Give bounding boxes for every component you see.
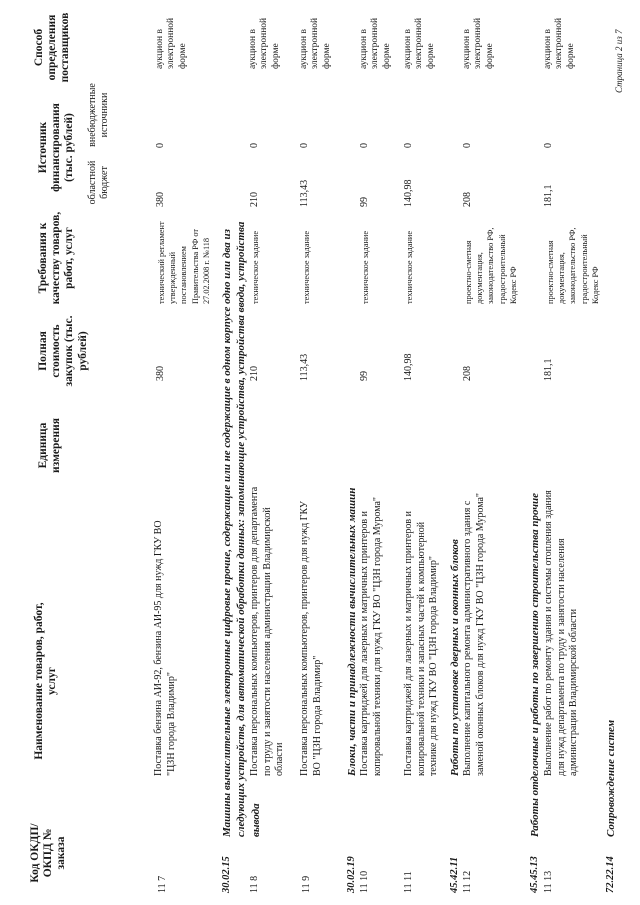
item-cost: 99: [359, 371, 370, 381]
item-number: 11 11: [403, 871, 414, 893]
item-cost: 380: [155, 366, 166, 381]
item-method: аукцион в электронной форме: [359, 17, 392, 69]
header-requirements: Требования к качеству товаров, работ, услуг: [37, 211, 76, 305]
group-code: 30.02.15: [221, 856, 232, 893]
item-number: 11 9: [301, 875, 312, 893]
item-cost: 208: [462, 366, 473, 381]
item-name: Выполнение капитального ремонта административного здания с заменой оконных блоков для нужд ГКУ ВО "ЦЗН города Мурома": [462, 492, 486, 776]
item-funding-extra: 0: [249, 143, 260, 148]
item-funding-extra: 0: [299, 143, 310, 148]
item-name: Поставка персональных компьютеров, принтеров для департамента по труду и занятости населения администрации Владимирской области: [249, 486, 285, 776]
item-method: аукцион в электронной форме: [248, 17, 281, 69]
item-cost: 113,43: [299, 353, 310, 381]
header-funding-regional: областной бюджет: [87, 160, 110, 205]
item-number: 11 13: [543, 870, 554, 893]
item-number: 11 10: [359, 870, 370, 893]
item-method: аукцион в электронной форме: [462, 17, 495, 69]
item-requirements: проектно-сметная документация, законодательство РФ, градостроительный Кодекс РФ: [464, 227, 518, 304]
item-name: Поставка картриджей для лазерных и матричных принтеров и копировальной техники и запасных частей к компьютерной технике для нужд ГКУ ВО "ЦЗН города Владимир": [403, 511, 439, 776]
item-funding-regional: 99: [359, 197, 370, 207]
group-code: 72.22.14: [605, 856, 616, 893]
header-unit: Единица измерения: [37, 418, 63, 473]
group-code: 45.45.13: [529, 856, 540, 893]
item-number: 11 12: [462, 870, 473, 893]
item-requirements: техническое задание: [405, 230, 414, 304]
item-name: Поставка персональных компьютеров, принтеров для нужд ГКУ ВО "ЦЗН города Владимир": [299, 500, 323, 776]
item-method: аукцион в электронной форме: [543, 17, 576, 69]
header-funding: Источник финансирования (тыс. рублей): [37, 103, 76, 192]
item-requirements: техническое задание: [251, 230, 260, 304]
group-title: Работы отделочные и работы по завершению строительства прочие: [529, 493, 541, 837]
item-funding-extra: 0: [543, 143, 554, 148]
group-title: Машины вычислительные электронные цифровые прочие, содержащие или не содержащие в одном корпусе одно или два из следующих устройств, для автоматической обработки данных: запоминающие устройства, устройства ввода, устройства вывода: [221, 221, 262, 837]
item-method: аукцион в электронной форме: [155, 17, 188, 69]
item-requirements: техническое задание: [361, 230, 370, 304]
group-title: Блоки, части и принадлежности вычислительных машин: [346, 487, 358, 776]
item-cost: 140,98: [403, 353, 414, 381]
group-title: Работы по установке дверных и оконных блоков: [449, 539, 461, 776]
page-number: Страница 2 из 7: [614, 29, 624, 93]
item-funding-regional: 210: [249, 192, 260, 207]
item-requirements: техническое задание: [302, 230, 311, 304]
header-code: Код ОКДП/ ОКПД № заказа: [29, 823, 68, 883]
item-funding-extra: 0: [359, 143, 370, 148]
document-page: [15, 5, 630, 893]
item-funding-regional: 208: [462, 192, 473, 207]
item-name: Выполнение работ по ремонту здания и системы отопления здания для нужд департамента по труду и занятости населения администрации Владимирской области: [543, 490, 579, 776]
item-funding-regional: 140,98: [403, 179, 414, 207]
item-number: 11 8: [249, 875, 260, 893]
item-funding-regional: 181,1: [543, 184, 554, 207]
item-funding-extra: 0: [155, 143, 166, 148]
item-name: Поставка картриджей для лазерных и матричных принтеров и копировальной техники для нужд ГКУ ВО "ЦЗН города Мурома": [359, 497, 383, 776]
header-cost: Полная стоимость закупок (тыс. рублей): [37, 315, 89, 387]
header-method: Способ определения поставщиков: [33, 12, 72, 83]
header-funding-extra: внебюджетные источники: [87, 83, 110, 147]
item-requirements: технический регламент утвержденный постановлением Правительства РФ от 27.02.2008 г. №118: [157, 221, 211, 304]
item-method: аукцион в электронной форме: [299, 17, 332, 69]
item-funding-extra: 0: [462, 143, 473, 148]
header-name: Наименование товаров, работ, услуг: [33, 602, 59, 760]
item-method: аукцион в электронной форме: [403, 17, 436, 69]
item-funding-regional: 380: [155, 192, 166, 207]
item-cost: 181,1: [543, 358, 554, 381]
item-funding-regional: 113,43: [299, 179, 310, 207]
item-name: Поставка бензина АИ-92, бензина АИ-95 для нужд ГКУ ВО "ЦЗН города Владимир": [153, 520, 177, 776]
item-funding-extra: 0: [403, 143, 414, 148]
group-code: 30.02.19: [346, 856, 357, 893]
item-cost: 210: [249, 366, 260, 381]
item-requirements: проектно-сметная документация, законодательство РФ, градостроительный Кодекс РФ: [546, 227, 600, 304]
item-number: 11 7: [157, 875, 168, 893]
group-title: Сопровождение систем: [605, 719, 617, 837]
group-code: 45.42.11: [449, 856, 460, 893]
